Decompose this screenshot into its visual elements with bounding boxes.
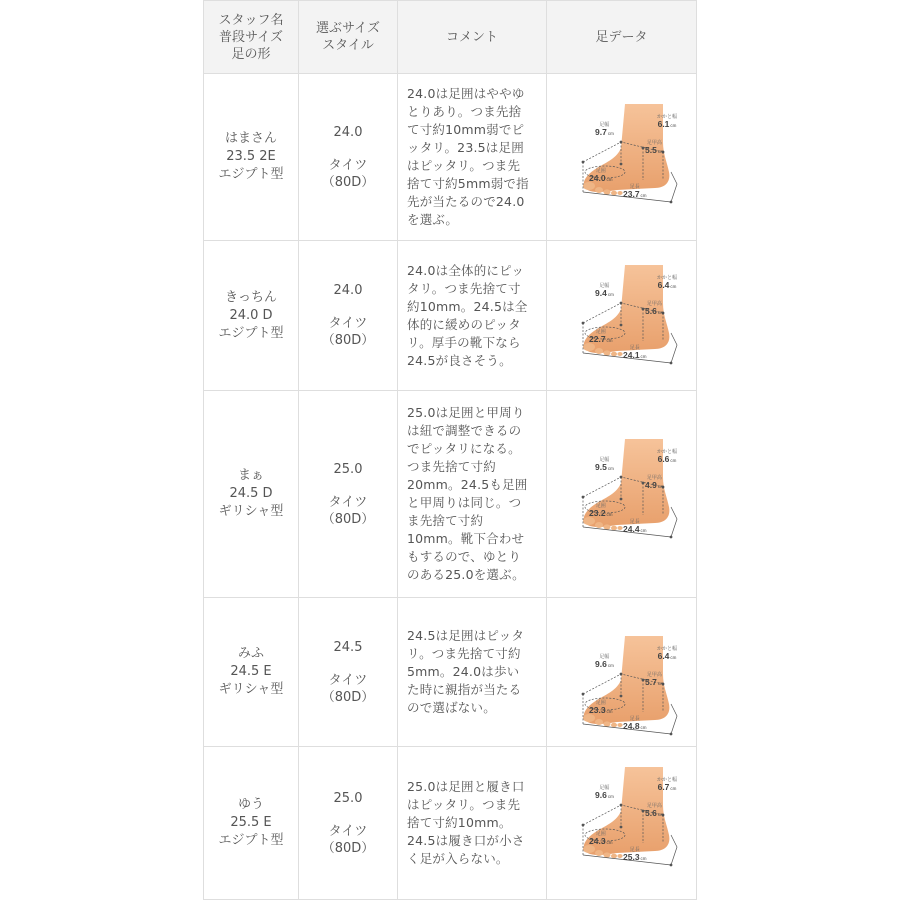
measure-unit: cm <box>607 292 614 297</box>
measure-value <box>645 809 664 819</box>
measure-value <box>589 509 613 519</box>
style-name: タイツ <box>328 494 368 510</box>
foot-measure-kakato <box>657 777 677 793</box>
comment-line: 24.0は全体的にピッ <box>407 262 525 278</box>
measure-number: 9.5 <box>595 462 607 472</box>
denier: （80D） <box>321 174 375 190</box>
measure-number: 6.4 <box>657 651 670 661</box>
measure-value <box>623 722 647 732</box>
measure-unit: cm <box>657 149 664 154</box>
measure-value <box>645 307 664 317</box>
measure-number: 25.3 <box>623 852 640 862</box>
measure-unit: cm <box>607 131 614 136</box>
foot-measure-kou <box>645 301 664 317</box>
foot-measure-kakato <box>657 114 677 130</box>
foot-measure-isshu <box>589 503 613 519</box>
measure-number: 6.6 <box>657 454 670 464</box>
measure-value <box>623 853 647 863</box>
size-comparison-table <box>203 0 697 900</box>
measure-unit: cm <box>606 512 613 517</box>
size-info <box>322 639 375 706</box>
staff-name: みふ <box>237 646 264 661</box>
measure-unit: cm <box>606 709 613 714</box>
comment-line: はピッタリ。つま先 <box>407 797 521 812</box>
size-info <box>322 790 375 857</box>
foot-data-cell <box>546 74 697 241</box>
measure-number: 24.3 <box>589 836 606 846</box>
foot-measure-kakato <box>657 275 677 291</box>
comment-line: つま先捨て寸約 <box>407 459 496 474</box>
measure-value <box>589 706 613 716</box>
comment-cell <box>397 598 546 747</box>
usual-size: 24.0 D <box>229 307 273 323</box>
measure-value <box>657 455 677 465</box>
staff-cell <box>203 391 298 598</box>
measure-unit: cm <box>670 284 677 289</box>
measure-unit: cm <box>607 663 614 668</box>
foot-measure-isshu <box>589 329 613 345</box>
foot-measure-kou <box>645 672 664 688</box>
style-name: タイツ <box>328 823 368 839</box>
measure-value <box>589 837 613 847</box>
comment-cell <box>397 74 546 241</box>
staff-info <box>218 130 283 184</box>
measure-number: 23.2 <box>589 508 606 518</box>
size-cell <box>298 747 397 900</box>
comment-line: 5mm。24.0は歩い <box>407 664 520 679</box>
measure-value <box>657 652 677 662</box>
comment-line: ッタリ。23.5は足囲 <box>407 140 524 155</box>
denier: （80D） <box>321 840 375 856</box>
measure-value <box>623 525 647 535</box>
measure-unit: cm <box>670 786 677 791</box>
measure-number: 22.7 <box>589 334 606 344</box>
foot-diagram <box>577 263 689 373</box>
measure-caption: 足幅 <box>599 283 610 289</box>
denier: （80D） <box>321 511 375 527</box>
measure-number: 23.7 <box>623 189 640 199</box>
foot-measure-haba <box>595 654 614 670</box>
measure-value <box>657 783 677 793</box>
comment-line: もするので、ゆとり <box>407 549 522 564</box>
header-comment <box>397 0 546 74</box>
measure-number: 5.6 <box>645 306 657 316</box>
measure-caption: かかと幅 <box>657 777 678 783</box>
header-foot-label: 足データ <box>595 29 648 45</box>
comment-line: ま先捨て寸約 <box>407 513 484 528</box>
measure-number: 6.1 <box>657 119 670 129</box>
measure-caption: 足甲高 <box>646 672 662 678</box>
comment-line: 体的に緩めのピッタ <box>407 316 521 332</box>
staff-name: まぁ <box>237 468 264 483</box>
measure-caption: かかと幅 <box>657 114 678 120</box>
comment-line: 25.0は足囲と履き口 <box>407 779 525 794</box>
foot-measure-isshu <box>589 168 613 184</box>
size-cell <box>298 391 397 598</box>
comment-line: は紐で調整できるの <box>407 423 522 438</box>
measure-number: 5.5 <box>645 145 657 155</box>
comment-text <box>407 85 529 229</box>
measure-caption: 足甲高 <box>646 803 662 809</box>
measure-value <box>595 660 614 670</box>
measure-caption: 足幅 <box>599 785 610 791</box>
staff-cell <box>203 598 298 747</box>
measure-caption: 足甲高 <box>646 140 662 146</box>
header-size-line1: 選ぶサイズ <box>316 21 380 36</box>
measure-value <box>589 174 613 184</box>
measure-caption: 足幅 <box>599 122 610 128</box>
comment-text <box>407 404 528 584</box>
measure-unit: cm <box>657 812 664 817</box>
measure-unit: cm <box>640 725 647 730</box>
measure-number: 9.6 <box>595 790 607 800</box>
measure-unit: cm <box>607 794 614 799</box>
foot-measure-haba <box>595 785 614 801</box>
measure-value <box>645 678 664 688</box>
comment-line: リ。厚手の靴下なら <box>407 334 521 350</box>
comment-text <box>407 627 524 717</box>
measure-number: 24.0 <box>589 173 606 183</box>
foot-shape: エジプト型 <box>218 325 284 341</box>
measure-value <box>595 463 614 473</box>
measure-value <box>645 481 664 491</box>
size-info <box>322 282 375 349</box>
foot-measure-cho <box>623 345 647 361</box>
foot-diagram <box>577 765 689 875</box>
measure-unit: cm <box>657 310 664 315</box>
staff-name: ゆう <box>237 797 264 812</box>
chosen-size: 24.0 <box>333 124 363 140</box>
measure-unit: cm <box>640 354 647 359</box>
measure-value <box>645 146 664 156</box>
foot-measure-kou <box>645 140 664 156</box>
style-name: タイツ <box>328 157 368 173</box>
measure-caption: 足長 <box>629 716 640 722</box>
measure-number: 9.7 <box>595 127 607 137</box>
header-staff-line2: 普段サイズ <box>219 29 283 45</box>
header-size-line2: スタイル <box>322 38 374 53</box>
header-staff <box>203 0 298 74</box>
measure-unit: cm <box>640 856 647 861</box>
staff-info <box>219 645 284 699</box>
comment-cell <box>397 241 546 391</box>
measure-unit: cm <box>670 123 677 128</box>
comment-line: 24.5は履き口が小さ <box>407 833 525 848</box>
foot-measure-haba <box>595 457 614 473</box>
measure-unit: cm <box>640 193 647 198</box>
foot-data-cell <box>546 598 697 747</box>
measure-unit: cm <box>607 466 614 471</box>
measure-caption: かかと幅 <box>657 449 678 455</box>
style-name: タイツ <box>328 316 368 331</box>
measure-caption: 足長 <box>629 847 640 853</box>
comment-line: た時に親指が当たる <box>407 682 522 697</box>
comment-line: 先が当たるので24.0 <box>407 194 525 209</box>
measure-unit: cm <box>670 458 677 463</box>
comment-line: て寸約10mm弱でピ <box>407 122 525 137</box>
comment-line: でピッタリになる。 <box>407 441 521 456</box>
measure-value <box>623 190 647 200</box>
chosen-size: 25.0 <box>333 461 363 477</box>
staff-info <box>218 289 283 343</box>
comment-line: 24.5は足囲はピッタ <box>407 628 525 643</box>
measure-number: 23.3 <box>589 705 606 715</box>
measure-number: 9.6 <box>595 659 607 669</box>
chosen-size: 24.0 <box>333 283 363 298</box>
comment-line: 捨て寸約5mm弱で指 <box>407 176 529 191</box>
comment-line: 24.0は足囲はややゆ <box>407 86 525 101</box>
measure-caption: 足幅 <box>599 654 610 660</box>
measure-number: 5.7 <box>645 677 657 687</box>
measure-value <box>657 120 677 130</box>
size-info <box>322 461 375 528</box>
measure-caption: 足長 <box>629 519 640 525</box>
foot-shape: ギリシャ型 <box>218 504 284 519</box>
size-info <box>322 124 375 191</box>
comment-line: はピッタリ。つま先 <box>407 158 521 173</box>
comment-line: ので選ばない。 <box>407 700 496 715</box>
comment-cell <box>397 747 546 900</box>
measure-number: 24.4 <box>623 524 640 534</box>
usual-size: 25.5 E <box>230 815 272 830</box>
size-cell <box>298 241 397 391</box>
measure-caption: 足甲高 <box>646 301 662 307</box>
measure-value <box>657 281 677 291</box>
measure-unit: cm <box>606 840 613 845</box>
measure-unit: cm <box>670 655 677 660</box>
usual-size: 24.5 D <box>229 486 273 501</box>
staff-cell <box>203 74 298 241</box>
comment-line: く足が入らない。 <box>407 851 509 866</box>
measure-caption: 足長 <box>629 345 640 351</box>
foot-measure-kakato <box>657 646 677 662</box>
style-name: タイツ <box>328 672 368 688</box>
usual-size: 23.5 2E <box>226 149 276 164</box>
staff-info <box>219 467 284 521</box>
comment-text <box>407 262 528 370</box>
header-foot <box>546 0 697 74</box>
chosen-size: 24.5 <box>333 639 363 655</box>
measure-caption: 足囲 <box>595 168 606 174</box>
measure-caption: 足幅 <box>599 457 610 463</box>
header-size <box>298 0 397 74</box>
foot-measure-isshu <box>589 700 613 716</box>
denier: （80D） <box>321 689 375 705</box>
staff-name: はまさん <box>224 131 277 146</box>
staff-cell <box>203 747 298 900</box>
foot-measure-cho <box>623 519 647 535</box>
foot-data-cell <box>546 747 697 900</box>
foot-shape: ギリシャ型 <box>218 682 284 697</box>
measure-number: 5.6 <box>645 808 657 818</box>
size-cell <box>298 74 397 241</box>
measure-value <box>623 351 647 361</box>
foot-measure-kou <box>645 803 664 819</box>
foot-measure-cho <box>623 184 647 200</box>
measure-caption: 足囲 <box>595 700 606 706</box>
comment-cell <box>397 391 546 598</box>
foot-diagram <box>577 437 689 547</box>
chosen-size: 25.0 <box>333 790 363 806</box>
measure-number: 9.4 <box>595 288 607 298</box>
foot-measure-haba <box>595 283 614 299</box>
staff-name: きっちん <box>224 289 277 305</box>
header-staff-line1: スタッフ名 <box>218 12 284 28</box>
measure-unit: cm <box>640 528 647 533</box>
measure-number: 6.4 <box>657 280 670 290</box>
foot-measure-kakato <box>657 449 677 465</box>
measure-value <box>595 128 614 138</box>
measure-caption: 足囲 <box>595 503 606 509</box>
header-staff-line3: 足の形 <box>231 46 271 62</box>
measure-caption: 足甲高 <box>646 475 662 481</box>
measure-caption: 足長 <box>629 184 640 190</box>
comment-line: リ。つま先捨て寸約 <box>407 646 521 661</box>
foot-diagram <box>577 102 689 212</box>
measure-caption: 足囲 <box>595 329 606 335</box>
comment-line: 10mm。靴下合わせ <box>407 531 525 546</box>
foot-measure-haba <box>595 122 614 138</box>
measure-unit: cm <box>657 681 664 686</box>
measure-value <box>595 791 614 801</box>
foot-measure-kou <box>645 475 664 491</box>
comment-line: 捨て寸約10mm。 <box>407 815 512 830</box>
comment-line: を選ぶ。 <box>407 212 459 227</box>
foot-measure-cho <box>623 847 647 863</box>
measure-number: 4.9 <box>645 480 657 490</box>
usual-size: 24.5 E <box>230 664 272 679</box>
foot-data-cell <box>546 391 697 598</box>
foot-shape: エジプト型 <box>218 833 284 848</box>
foot-diagram <box>577 634 689 744</box>
staff-info <box>218 796 283 850</box>
comment-line: とりあり。つま先捨 <box>407 104 522 119</box>
measure-number: 24.1 <box>623 350 640 360</box>
staff-cell <box>203 241 298 391</box>
comment-line: と甲周りは同じ。つ <box>407 495 522 510</box>
measure-caption: かかと幅 <box>657 646 678 652</box>
comment-line: 約10mm。24.5は全 <box>407 298 528 314</box>
foot-measure-cho <box>623 716 647 732</box>
measure-number: 24.8 <box>623 721 640 731</box>
foot-shape: エジプト型 <box>218 167 284 182</box>
comment-line: 24.5が良さそう。 <box>407 352 512 368</box>
measure-unit: cm <box>606 177 613 182</box>
comment-line: 25.0は足囲と甲周り <box>407 405 525 420</box>
foot-data-cell <box>546 241 697 391</box>
comment-line: 20mm。24.5も足囲 <box>407 477 528 492</box>
comment-text <box>407 778 525 868</box>
measure-value <box>595 289 614 299</box>
foot-measure-isshu <box>589 831 613 847</box>
measure-number: 6.7 <box>657 782 670 792</box>
denier: （80D） <box>321 333 375 348</box>
comment-line: のある25.0を選ぶ。 <box>407 567 525 582</box>
measure-caption: かかと幅 <box>657 275 678 281</box>
measure-value <box>589 335 613 345</box>
size-cell <box>298 598 397 747</box>
measure-unit: cm <box>606 338 613 343</box>
comment-line: タリ。つま先捨て寸 <box>407 280 521 296</box>
measure-caption: 足囲 <box>595 831 606 837</box>
header-comment-label: コメント <box>445 29 498 45</box>
measure-unit: cm <box>657 484 664 489</box>
